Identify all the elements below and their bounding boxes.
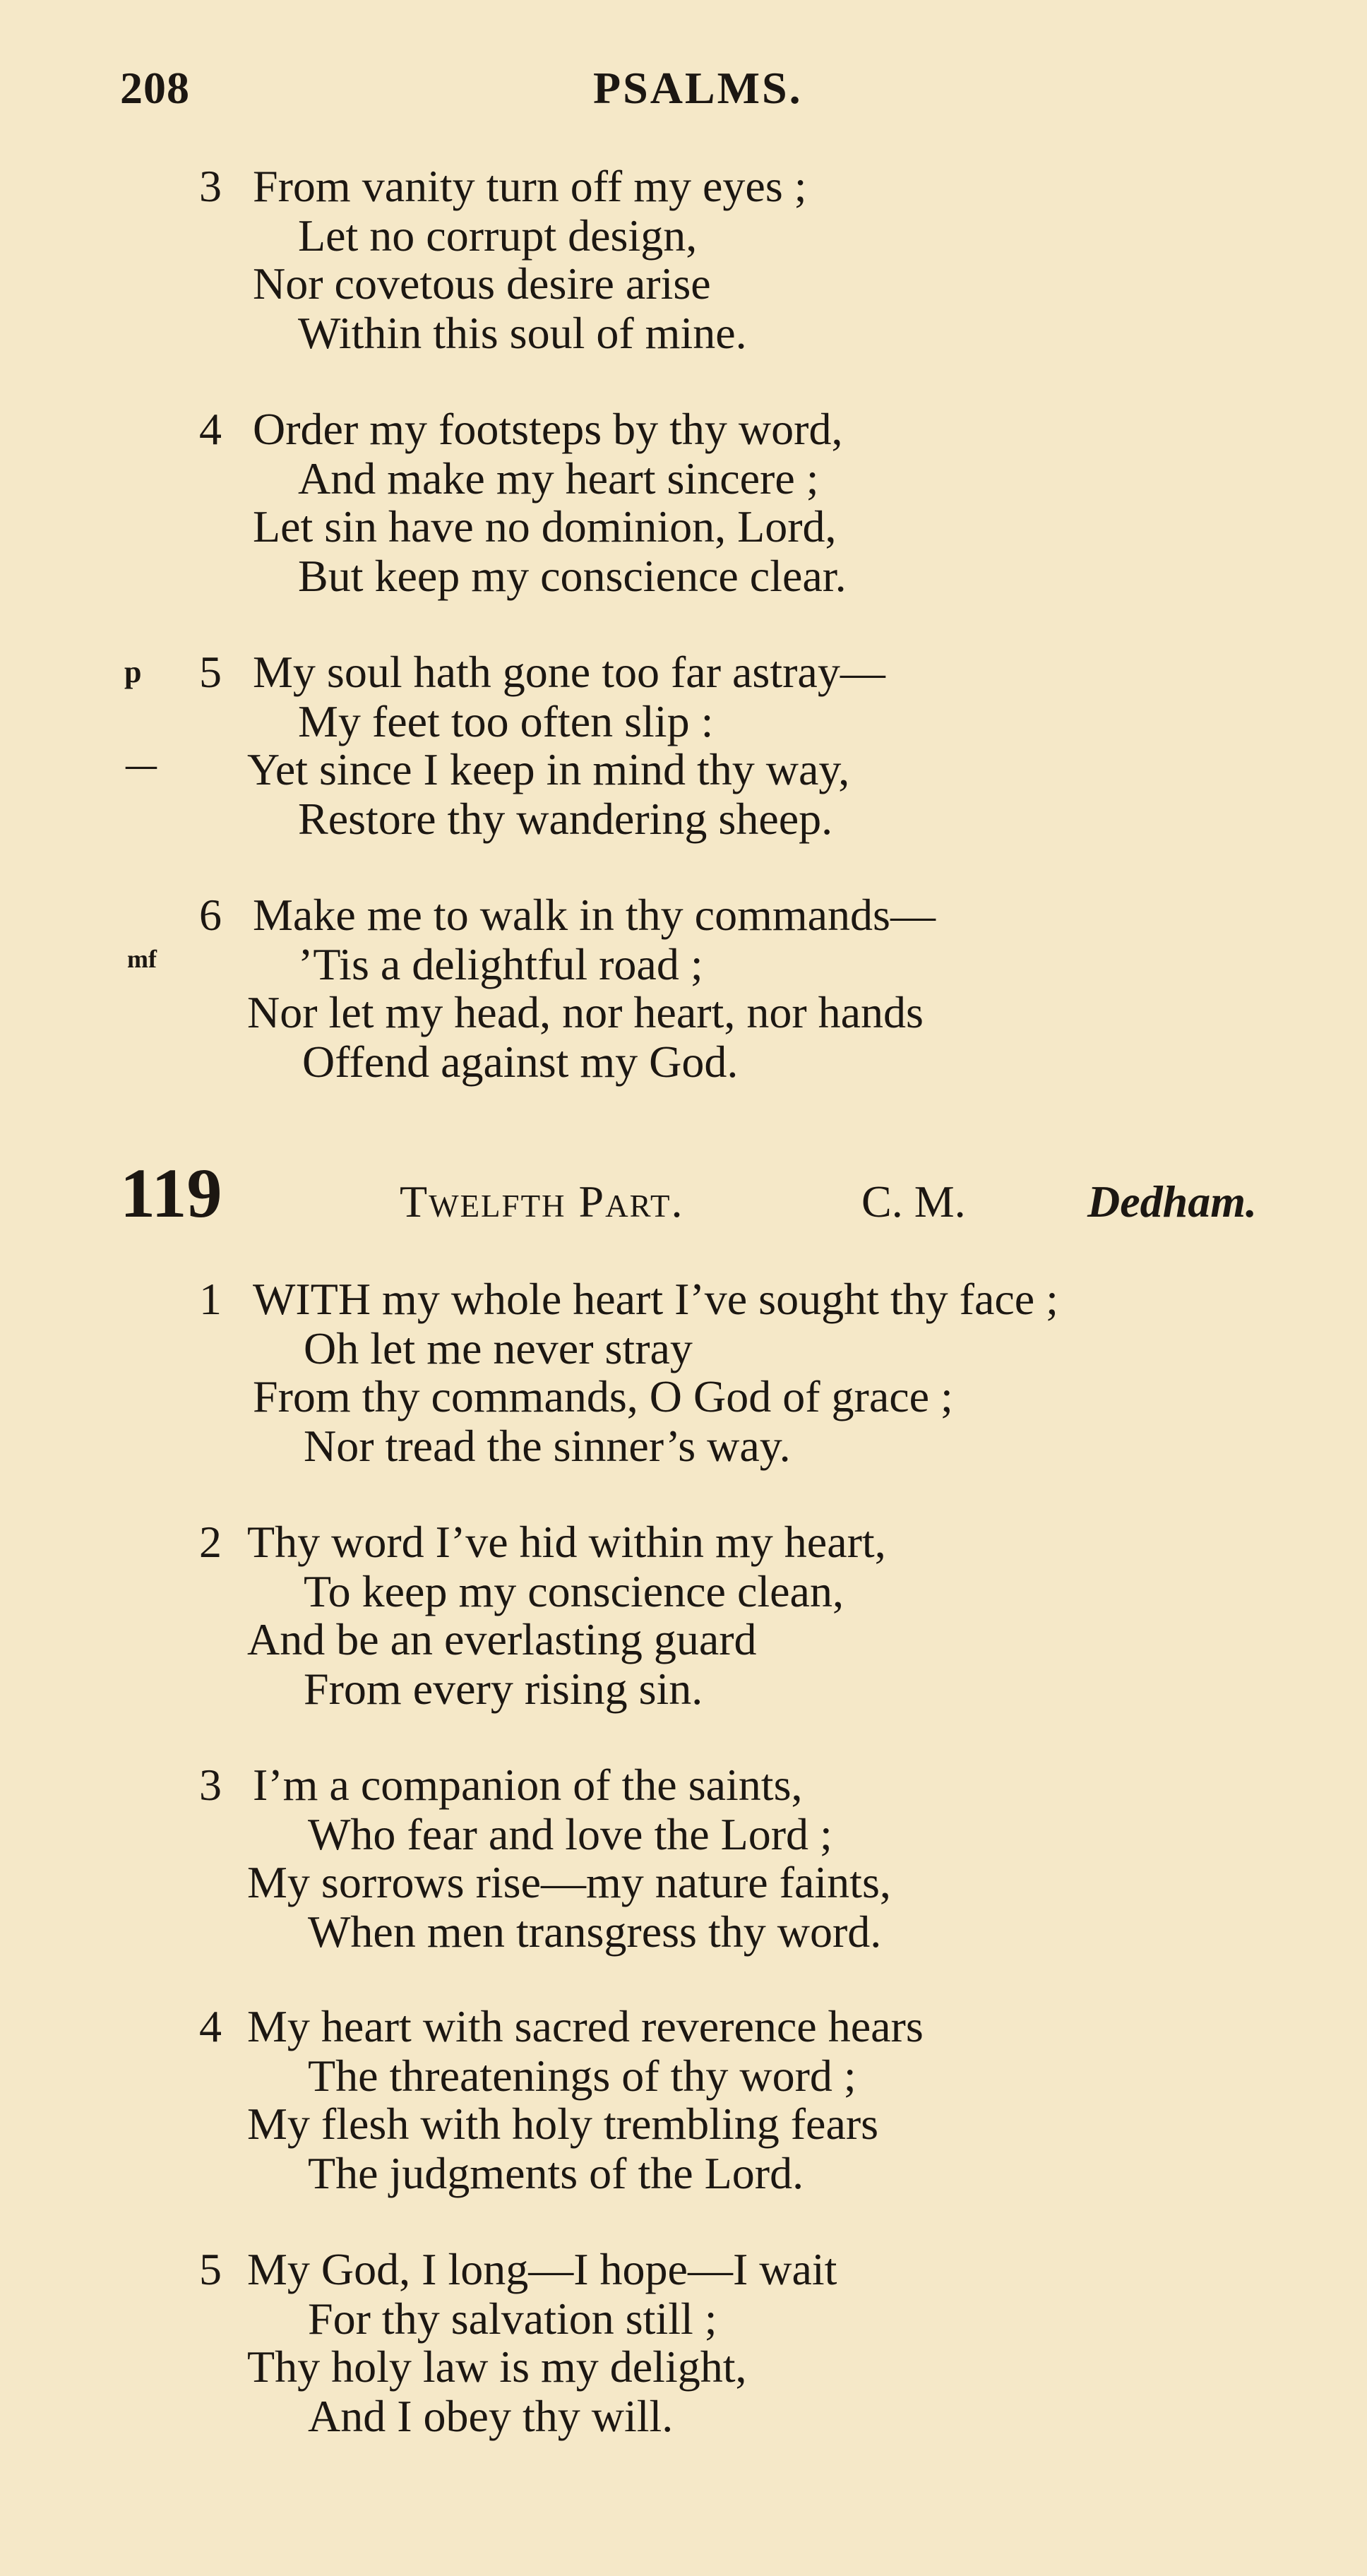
verse-line: And I obey thy will. [308, 2391, 674, 2441]
verse-line: I’m a companion of the saints, [253, 1760, 803, 1810]
verse-number: 5 [199, 2244, 222, 2294]
verse-number: 2 [199, 1517, 222, 1567]
verse-line: Thy holy law is my delight, [247, 2342, 747, 2392]
verse-line: Offend against my God. [302, 1037, 739, 1087]
verse-number: 3 [199, 1760, 222, 1810]
verse-line: The judgments of the Lord. [308, 2148, 804, 2198]
verse-line: To keep my conscience clean, [304, 1566, 844, 1616]
verse-line: From vanity turn off my eyes ; [253, 161, 807, 211]
verse-line: ’Tis a delightful road ; [298, 939, 703, 989]
verse-line: My sorrows rise—my nature faints, [247, 1857, 891, 1907]
verse-line: From every rising sin. [304, 1664, 703, 1714]
verse-line: Nor tread the sinner’s way. [304, 1421, 791, 1471]
verse-line: Yet since I keep in mind thy way, [247, 744, 850, 794]
verse-line: When men transgress thy word. [308, 1907, 882, 1957]
psalm-heading [0, 1154, 1367, 1236]
verse-line: Order my footsteps by thy word, [253, 404, 843, 454]
verse-line: From thy commands, O God of grace ; [253, 1371, 953, 1421]
verse-line: Nor let my head, nor heart, nor hands [247, 987, 924, 1037]
verse-line: Nor covetous desire arise [253, 258, 711, 309]
verse-number: 4 [199, 404, 222, 454]
verse-line: My heart with sacred reverence hears [247, 2001, 924, 2051]
verse-line: Let sin have no dominion, Lord, [253, 501, 837, 551]
verse-line: Let no corrupt design, [298, 210, 698, 261]
tune-name: Dedham. [1087, 1176, 1257, 1227]
verse-line: Thy word I’ve hid within my heart, [247, 1517, 886, 1567]
page-header [120, 62, 1250, 126]
verse-number: 4 [199, 2001, 222, 2051]
verse-line: My flesh with holy trembling fears [247, 2099, 879, 2149]
dynamic-mark: p [124, 655, 142, 689]
verse-line: Who fear and love the Lord ; [308, 1809, 832, 1859]
dynamic-mark: mf [127, 945, 157, 973]
verse-line: Make me to walk in thy commands— [253, 890, 936, 940]
verse-line: WITH my whole heart I’ve sought thy face ; [253, 1274, 1058, 1324]
verse-line: But keep my conscience clear. [298, 551, 847, 601]
dynamic-mark: — [126, 748, 157, 782]
running-head: PSALMS. [593, 63, 803, 113]
page-number: 208 [120, 63, 190, 113]
verse-line: Restore thy wandering sheep. [298, 794, 833, 844]
verse-line: And make my heart sincere ; [298, 453, 819, 503]
verse-number: 5 [199, 647, 222, 697]
verse-number: 3 [199, 161, 222, 211]
verse-line: The threatenings of thy word ; [308, 2051, 856, 2101]
verse-line: My feet too often slip : [298, 696, 714, 746]
verse-line: For thy salvation still ; [308, 2294, 717, 2344]
verse-line: My God, I long—I hope—I wait [247, 2244, 837, 2294]
psalm-number: 119 [120, 1154, 222, 1232]
psalm-meter: C. M. [861, 1176, 966, 1227]
verse-line: And be an everlasting guard [247, 1614, 757, 1664]
psalm-part: Twelfth Part. [400, 1176, 684, 1227]
verse-number: 1 [199, 1274, 222, 1324]
verse-number: 6 [199, 890, 222, 940]
verse-line: Within this soul of mine. [298, 308, 747, 358]
verse-line: Oh let me never stray [304, 1323, 693, 1373]
verse-line: My soul hath gone too far astray— [253, 647, 885, 697]
